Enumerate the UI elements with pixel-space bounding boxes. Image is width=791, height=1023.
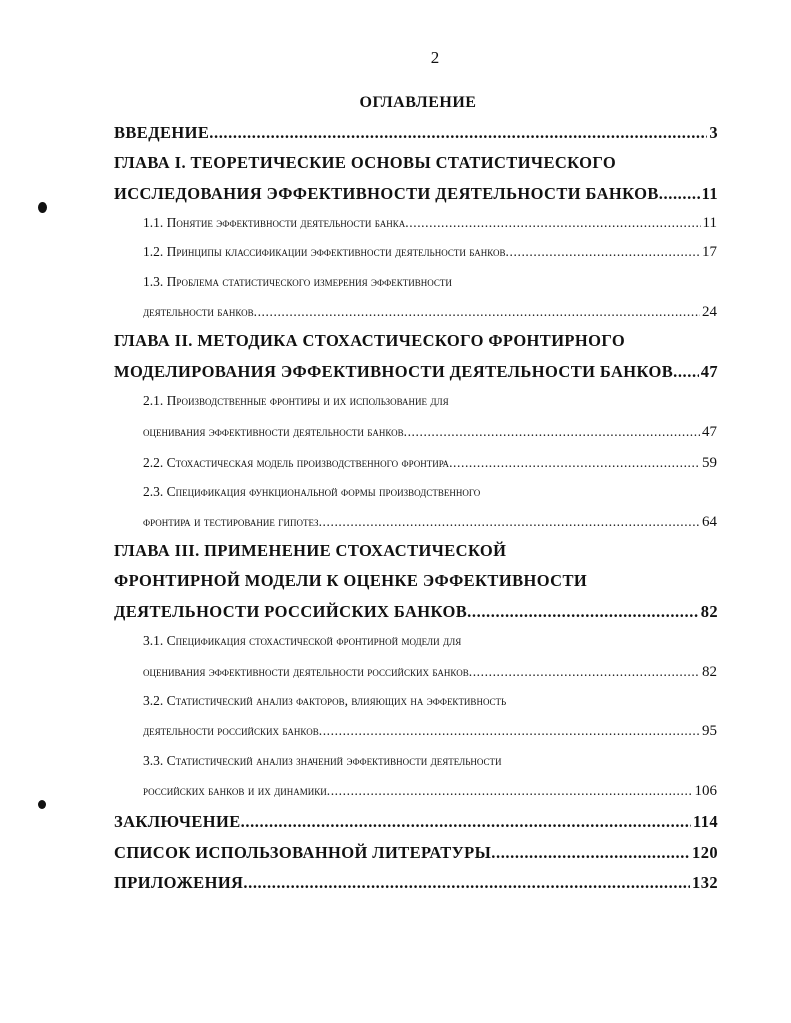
page-ref: 64 xyxy=(702,514,717,530)
toc-entry-chapter-2-cont: МОДЕЛИРОВАНИЯ ЭФФЕКТИВНОСТИ ДЕЯТЕЛЬНОСТИ БАНКОВ ..... 47 xyxy=(114,361,718,383)
toc-entry-2-2: 2.2. Стохастическая модель производственного фронтира ..... 59 xyxy=(143,452,717,474)
toc-entry-1-1: 1.1. Понятие эффективности деятельности банка ..... 11 xyxy=(143,212,717,234)
toc-title: ОГЛАВЛЕНИЕ xyxy=(359,94,477,111)
dot-leader xyxy=(327,780,693,802)
dot-leader xyxy=(209,122,707,144)
toc-entry-2-3-cont: фронтира и тестирование гипотез ..... 64 xyxy=(143,511,717,533)
page-ref: 120 xyxy=(692,843,718,862)
page-ref: 47 xyxy=(700,362,718,381)
page-ref: 11 xyxy=(701,184,718,203)
dot-leader xyxy=(449,452,700,474)
dot-leader xyxy=(673,361,699,383)
page-ref: 95 xyxy=(702,723,717,739)
page-ref: 82 xyxy=(702,664,717,680)
toc-entry-3-2: 3.2. Статистический анализ факторов, влияющих на эффективность xyxy=(143,693,507,708)
toc-entry-2-1: 2.1. Производственные фронтиры и их использование для xyxy=(143,393,449,408)
dot-leader xyxy=(405,212,700,234)
toc-entry-chapter-2: ГЛАВА II. МЕТОДИКА СТОХАСТИЧЕСКОГО ФРОНТИРНОГО xyxy=(114,331,626,350)
dot-leader xyxy=(469,661,700,683)
toc-entry-3-3: 3.3. Статистический анализ значений эффективности деятельности xyxy=(143,753,502,768)
scan-speck xyxy=(38,202,47,213)
toc-entry-chapter-3-cont-1: ФРОНТИРНОЙ МОДЕЛИ К ОЦЕНКЕ ЭФФЕКТИВНОСТИ xyxy=(114,571,588,590)
page-number: 2 xyxy=(430,48,440,67)
toc-entry-2-1-cont: оценивания эффективности деятельности банков ..... 47 xyxy=(143,421,717,443)
toc-entry-3-1: 3.1. Спецификация стохастической фронтирной модели для xyxy=(143,633,462,648)
dot-leader xyxy=(506,241,700,263)
page-ref: 11 xyxy=(702,215,717,231)
toc-entry-3-1-cont: оценивания эффективности деятельности российских банков ..... 82 xyxy=(143,661,717,683)
toc-entry-1-3: 1.3. Проблема статистического измерения эффективности xyxy=(143,274,452,289)
page-ref: 106 xyxy=(694,783,717,799)
toc-entry-chapter-3: ГЛАВА III. ПРИМЕНЕНИЕ СТОХАСТИЧЕСКОЙ xyxy=(114,541,507,560)
toc-entry-introduction: ВВЕДЕНИЕ ..... 3 xyxy=(114,122,718,144)
page-ref: 82 xyxy=(700,602,718,621)
toc-entry-chapter-1-cont: ИССЛЕДОВАНИЯ ЭФФЕКТИВНОСТИ ДЕЯТЕЛЬНОСТИ БАНКОВ ..... 11 xyxy=(114,183,718,205)
page-ref: 17 xyxy=(702,244,717,260)
toc-entry-chapter-3-cont-2: ДЕЯТЕЛЬНОСТИ РОССИЙСКИХ БАНКОВ ..... 82 xyxy=(114,601,718,623)
scan-speck xyxy=(38,800,46,809)
dot-leader xyxy=(319,511,700,533)
dot-leader xyxy=(254,301,700,323)
page-ref: 24 xyxy=(702,304,717,320)
page-ref: 3 xyxy=(709,123,718,142)
dot-leader xyxy=(659,183,700,205)
dot-leader xyxy=(243,872,690,894)
dot-leader xyxy=(404,421,700,443)
page-ref: 47 xyxy=(702,424,717,440)
toc-entry-conclusion: ЗАКЛЮЧЕНИЕ ..... 114 xyxy=(114,811,718,833)
dot-leader xyxy=(491,842,690,864)
toc-entry-3-2-cont: деятельности российских банков ..... 95 xyxy=(143,720,717,742)
page-ref: 114 xyxy=(692,812,718,831)
toc-entry-3-3-cont: российских банков и их динамики ..... 106 xyxy=(143,780,717,802)
toc-entry-references: СПИСОК ИСПОЛЬЗОВАННОЙ ЛИТЕРАТУРЫ ..... 120 xyxy=(114,842,718,864)
page-ref: 59 xyxy=(702,455,717,471)
toc-entry-2-3: 2.3. Спецификация функциональной формы производственного xyxy=(143,484,481,499)
page-ref: 132 xyxy=(692,873,718,892)
dot-leader xyxy=(241,811,691,833)
toc-entry-appendices: ПРИЛОЖЕНИЯ ..... 132 xyxy=(114,872,718,894)
toc-entry-chapter-1: ГЛАВА I. ТЕОРЕТИЧЕСКИЕ ОСНОВЫ СТАТИСТИЧЕСКОГО xyxy=(114,153,617,172)
toc-entry-1-3-cont: деятельности банков ..... 24 xyxy=(143,301,717,323)
dot-leader xyxy=(467,601,699,623)
dot-leader xyxy=(319,720,700,742)
toc-entry-1-2: 1.2. Принципы классификации эффективности деятельности банков ..... 17 xyxy=(143,241,717,263)
